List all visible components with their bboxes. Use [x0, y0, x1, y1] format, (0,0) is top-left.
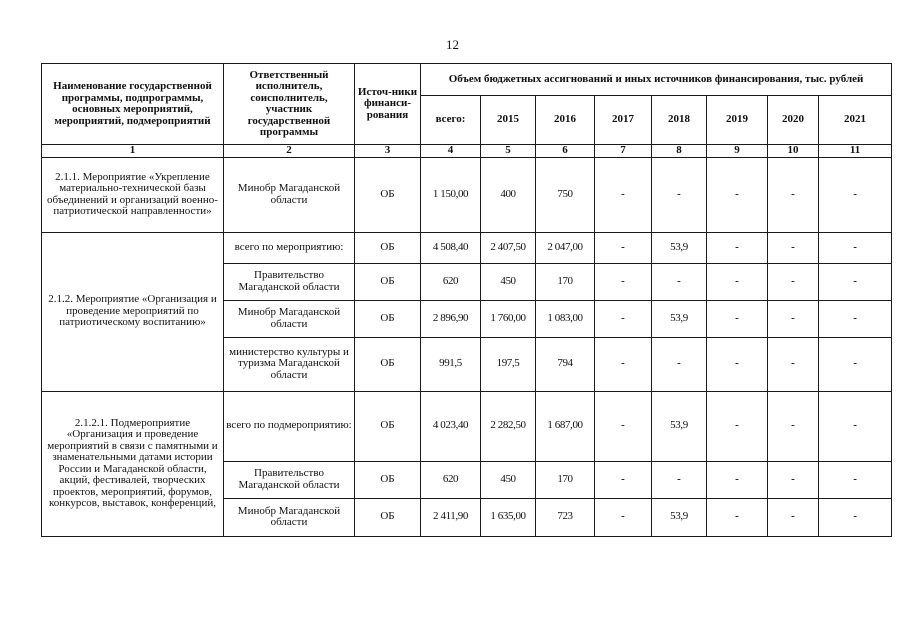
- value-cell: -: [652, 461, 707, 498]
- value-cell: 2 047,00: [536, 232, 595, 263]
- value-cell: -: [652, 263, 707, 300]
- column-number: 8: [652, 145, 707, 158]
- value-cell: 450: [481, 461, 536, 498]
- header-name: Наименование государственной программы, подпрограммы, основных мероприятий, мероприятий, подмероприятий: [42, 64, 224, 145]
- value-cell: 794: [536, 337, 595, 391]
- value-cell: 1 635,00: [481, 498, 536, 536]
- value-cell: -: [707, 498, 768, 536]
- row-source: ОБ: [355, 263, 421, 300]
- row-source: ОБ: [355, 232, 421, 263]
- value-cell: 750: [536, 157, 595, 232]
- value-cell: -: [768, 232, 819, 263]
- value-cell: 1 760,00: [481, 300, 536, 337]
- value-cell: 53,9: [652, 300, 707, 337]
- value-cell: -: [652, 157, 707, 232]
- header-volume: Объем бюджетных ассигнований и иных источников финансирования, тыс. рублей: [421, 64, 892, 96]
- value-cell: -: [595, 391, 652, 461]
- value-cell: -: [768, 157, 819, 232]
- value-cell: -: [652, 337, 707, 391]
- value-cell: -: [819, 461, 892, 498]
- value-cell: -: [595, 461, 652, 498]
- value-cell: 620: [421, 461, 481, 498]
- value-cell: 620: [421, 263, 481, 300]
- column-number: 3: [355, 145, 421, 158]
- header-source: Источ-ники финанси-рования: [355, 64, 421, 145]
- value-cell: 1 687,00: [536, 391, 595, 461]
- header-year: 2020: [768, 96, 819, 145]
- value-cell: 723: [536, 498, 595, 536]
- value-cell: -: [819, 232, 892, 263]
- page-number: 12: [446, 37, 459, 52]
- row-responsible: Правительство Магаданской области: [224, 461, 355, 498]
- row-name: 2.1.1. Мероприятие «Укрепление материально-технической базы объединений и организаций военно-патриотической направленности»: [42, 157, 224, 232]
- row-source: ОБ: [355, 300, 421, 337]
- value-cell: -: [595, 498, 652, 536]
- value-cell: 53,9: [652, 498, 707, 536]
- row-name: 2.1.2. Мероприятие «Организация и проведение мероприятий по патриотическому воспитанию»: [42, 232, 224, 391]
- header-year: 2018: [652, 96, 707, 145]
- value-cell: 53,9: [652, 391, 707, 461]
- value-cell: -: [768, 461, 819, 498]
- value-cell: -: [707, 337, 768, 391]
- value-cell: -: [768, 263, 819, 300]
- row-source: ОБ: [355, 391, 421, 461]
- value-cell: -: [595, 232, 652, 263]
- header-year: 2021: [819, 96, 892, 145]
- column-number: 9: [707, 145, 768, 158]
- value-cell: -: [768, 498, 819, 536]
- value-cell: -: [768, 391, 819, 461]
- value-cell: -: [707, 461, 768, 498]
- header-year: 2017: [595, 96, 652, 145]
- column-number: 10: [768, 145, 819, 158]
- row-responsible: Минобр Магаданской области: [224, 300, 355, 337]
- row-source: ОБ: [355, 461, 421, 498]
- header-total: всего:: [421, 96, 481, 145]
- value-cell: 2 407,50: [481, 232, 536, 263]
- value-cell: 450: [481, 263, 536, 300]
- row-responsible: всего по мероприятию:: [224, 232, 355, 263]
- value-cell: -: [819, 157, 892, 232]
- column-number: 7: [595, 145, 652, 158]
- value-cell: 4 023,40: [421, 391, 481, 461]
- value-cell: -: [595, 157, 652, 232]
- column-number: 4: [421, 145, 481, 158]
- row-responsible: Минобр Магаданской области: [224, 498, 355, 536]
- value-cell: 2 282,50: [481, 391, 536, 461]
- column-number: 2: [224, 145, 355, 158]
- budget-table: [41, 63, 892, 537]
- value-cell: 170: [536, 263, 595, 300]
- table-row: [42, 391, 892, 461]
- value-cell: -: [819, 300, 892, 337]
- value-cell: -: [707, 157, 768, 232]
- value-cell: -: [768, 337, 819, 391]
- value-cell: -: [707, 232, 768, 263]
- value-cell: 170: [536, 461, 595, 498]
- value-cell: -: [595, 300, 652, 337]
- value-cell: -: [819, 337, 892, 391]
- value-cell: -: [768, 300, 819, 337]
- row-responsible: министерство культуры и туризма Магаданской области: [224, 337, 355, 391]
- value-cell: 1 150,00: [421, 157, 481, 232]
- value-cell: 4 508,40: [421, 232, 481, 263]
- value-cell: 400: [481, 157, 536, 232]
- table-row: [42, 157, 892, 232]
- value-cell: 2 411,90: [421, 498, 481, 536]
- column-number: 6: [536, 145, 595, 158]
- column-number: 1: [42, 145, 224, 158]
- value-cell: -: [819, 263, 892, 300]
- value-cell: -: [819, 391, 892, 461]
- value-cell: -: [707, 263, 768, 300]
- header-responsible: Ответственный исполнитель, соисполнитель, участник государственной программы: [224, 64, 355, 145]
- value-cell: -: [595, 263, 652, 300]
- row-source: ОБ: [355, 157, 421, 232]
- value-cell: 53,9: [652, 232, 707, 263]
- value-cell: -: [819, 498, 892, 536]
- header-year: 2015: [481, 96, 536, 145]
- table-row: [42, 232, 892, 263]
- row-responsible: всего по подмероприятию:: [224, 391, 355, 461]
- row-responsible: Минобр Магаданской области: [224, 157, 355, 232]
- row-source: ОБ: [355, 498, 421, 536]
- column-number: 11: [819, 145, 892, 158]
- value-cell: 991,5: [421, 337, 481, 391]
- value-cell: 2 896,90: [421, 300, 481, 337]
- column-number: 5: [481, 145, 536, 158]
- header-year: 2016: [536, 96, 595, 145]
- row-name: 2.1.2.1. Подмероприятие «Организация и проведение мероприятий в связи с памятными и знаменательными датами истории России и Магаданской области, акций, фестивалей, творческих проектов, мероприятий, форумов, конкурсов, выставок, конференций,: [42, 391, 224, 536]
- value-cell: 1 083,00: [536, 300, 595, 337]
- row-source: ОБ: [355, 337, 421, 391]
- header-year: 2019: [707, 96, 768, 145]
- column-numbers-row: [42, 145, 892, 158]
- value-cell: -: [595, 337, 652, 391]
- value-cell: 197,5: [481, 337, 536, 391]
- row-responsible: Правительство Магаданской области: [224, 263, 355, 300]
- value-cell: -: [707, 391, 768, 461]
- value-cell: -: [707, 300, 768, 337]
